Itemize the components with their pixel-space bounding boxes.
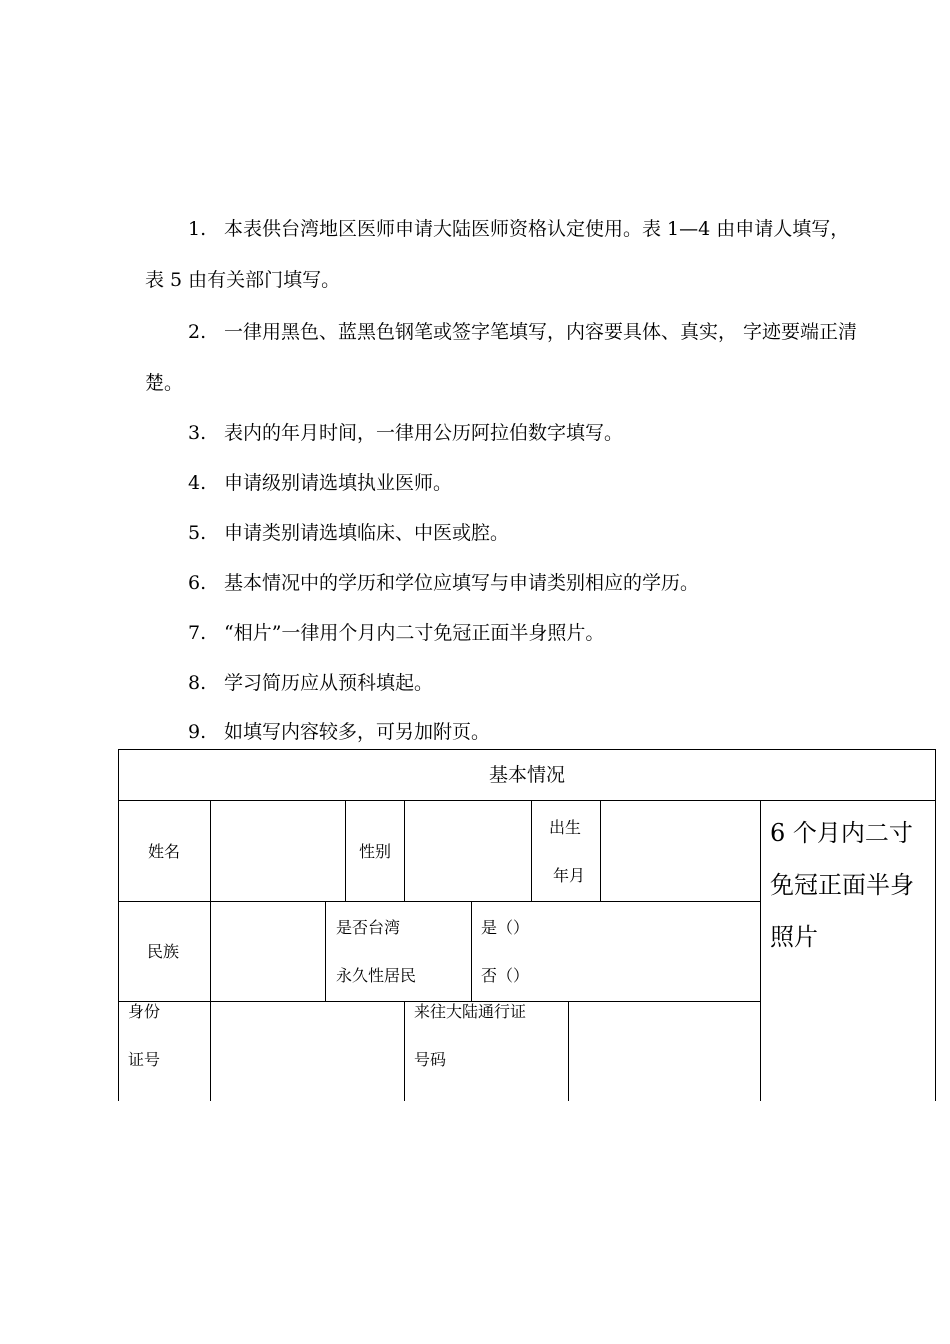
birth-label-line1: 出生	[549, 818, 582, 837]
instruction-number: 4.	[188, 472, 207, 494]
id-label-line1: 身份	[128, 1002, 161, 1021]
instruction-continuation: 楚。	[145, 372, 184, 394]
ethnicity-label: 民族	[147, 942, 180, 961]
table-border-right	[935, 749, 936, 1101]
instruction-number: 1.	[188, 218, 207, 240]
table-border-left	[118, 749, 119, 1101]
instruction-text: 本表供台湾地区医师申请大陆医师资格认定使用。表 1—4 由申请人填写，	[224, 218, 850, 240]
photo-instruction-line2: 免冠正面半身	[770, 871, 914, 899]
table-rule	[760, 800, 761, 1101]
name-field[interactable]	[211, 801, 345, 901]
tw-resident-label-line2: 永久性居民	[336, 966, 417, 985]
instruction-number: 7.	[188, 622, 207, 644]
id-number-field[interactable]	[211, 1002, 404, 1101]
gender-label: 性别	[359, 842, 392, 861]
table-rule	[471, 901, 472, 1001]
instruction-number: 8.	[188, 672, 207, 694]
instruction-text: “相片”一律用个月内二寸免冠正面半身照片。	[224, 622, 605, 644]
instruction-text: 申请类别请选填临床、中医或腔。	[224, 522, 510, 544]
instruction-text: 申请级别请选填执业医师。	[224, 472, 453, 494]
section-title: 基本情况	[488, 764, 565, 786]
instruction-text: 表内的年月时间，一律用公历阿拉伯数字填写。	[224, 422, 624, 444]
no-option[interactable]: 否（）	[481, 966, 530, 985]
table-rule	[345, 800, 346, 901]
instruction-number: 3.	[188, 422, 207, 444]
instruction-number: 2.	[188, 321, 207, 343]
instruction-text: 基本情况中的学历和学位应填写与申请类别相应的学历。	[224, 572, 700, 594]
permit-label-line2: 号码	[414, 1050, 447, 1069]
instruction-continuation: 表 5 由有关部门填写。	[145, 269, 341, 291]
instruction-number: 6.	[188, 572, 207, 594]
table-border-top	[118, 749, 936, 750]
instruction-text: 学习简历应从预科填起。	[224, 672, 434, 694]
photo-instruction-line3: 照片	[770, 923, 818, 951]
permit-label-line1: 来往大陆通行证	[414, 1002, 527, 1021]
yes-option[interactable]: 是（）	[481, 918, 530, 937]
photo-instruction-line1: 6 个月内二寸	[770, 819, 913, 847]
table-rule	[404, 1001, 405, 1101]
name-label: 姓名	[148, 842, 181, 861]
instruction-number: 5.	[188, 522, 207, 544]
id-label-line2: 证号	[128, 1050, 161, 1069]
instruction-number: 9.	[188, 721, 207, 743]
gender-field[interactable]	[405, 801, 531, 901]
permit-number-field[interactable]	[569, 1002, 760, 1101]
birth-label-line2: 年月	[553, 866, 586, 885]
ethnicity-field[interactable]	[211, 902, 325, 1001]
table-rule	[531, 800, 532, 901]
tw-resident-label-line1: 是否台湾	[336, 918, 401, 937]
birth-date-field[interactable]	[601, 801, 760, 901]
instruction-text: 如填写内容较多，可另加附页。	[224, 721, 491, 743]
table-rule	[325, 901, 326, 1001]
instruction-text: 一律用黑色、蓝黑色钢笔或签字笔填写，内容要具体、真实， 字迹要端正清	[224, 321, 858, 343]
